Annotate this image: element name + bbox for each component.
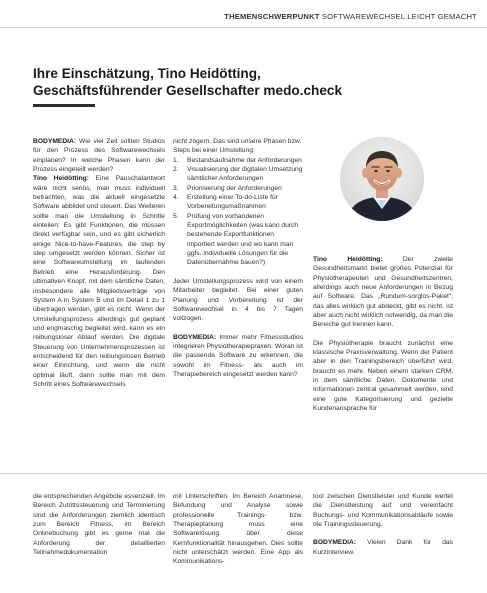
title-line-2: Geschäftsführender Gesellschafter medo.check: [33, 83, 342, 98]
paragraph: mit Unterschriften. Im Bereich Anamnese, Befundung und Analyse sowie professionelle Trainings- bzw. Therapieplanung muss eine Softwarelösung über diese Kernfunktionalität hinausgehen. Dies sollte nicht unterschätzt werden. Eine App als Kommunikations-: [173, 493, 303, 566]
portrait-image: [340, 137, 424, 221]
closing-remark: [313, 538, 453, 557]
bottom-column-1: [33, 492, 165, 557]
question-2: [173, 333, 303, 380]
portrait-photo: [340, 137, 424, 221]
column-divider-rule: [0, 473, 487, 474]
answer-label: Tino Heidötting:: [313, 256, 383, 263]
list-item: [173, 165, 303, 184]
question-1: [33, 137, 165, 174]
step-number: 5.: [173, 212, 179, 220]
list-item: [173, 184, 303, 193]
header-rule: [0, 27, 487, 28]
answer-2: [313, 255, 453, 330]
column-1: [33, 137, 165, 389]
step-number: 2.: [173, 166, 179, 174]
step-number: 3.: [173, 184, 179, 192]
step-text: Erstellung einer To-do-Liste für Vorbereitungsmaßnahmen: [187, 194, 278, 211]
question-text: Immer mehr Fitnessstudios integrieren Physiotherapiepraxen. Woran ist die passende Software zu erkennen, die sowohl im Fitness- als auch im Therapiebereich eingesetzt werden kann?: [173, 333, 303, 378]
section-header: [224, 12, 477, 21]
closing-label: BODYMEDIA:: [313, 539, 357, 547]
list-item: [173, 212, 303, 268]
title-accent-bar: [33, 104, 95, 107]
column-3: [313, 255, 453, 414]
bottom-column-3: [313, 492, 453, 557]
answer-text: Eine Pauschalantwort wäre nicht seriös, man muss individuell betrachten, was die aktuell eingesetzte Software abbildet und steuert. Das Weiteren sollte man die Umstellung in Schritte einteilen: Es gibt Funktionen, die müssen direkt verfügbar sein, und es gibt sicherlich einige Nice-to-have-Features, die step by step umgesetzt werden können. Sicher ist eine Softwareumstellung im laufenden Betrieb eine Herausforderung. Den ultimativen Knopf, mit dem sämtliche Daten, insbesondere alle Mitgliedsverträge von System A in System B und im Detail 1 zu 1 übertragen werden, gibt es nicht. Wenn der Umstellungsprozess allerdings gut geplant und engmaschig begleitet wird, kann es ein reibungsloser Ablauf werden. Die digitale Steuerung von Unternehmensprozessen ist entscheidend für den reibungslosen Betrieb einer Einrichtung, und wenn die nicht optimal läuft, dann sollte man mit dem Schritt eines Softwarewechsels: [33, 175, 166, 388]
steps-list: [173, 156, 303, 268]
bottom-column-2: [173, 492, 303, 567]
steps-conclusion: Jeder Umstellungsprozess wird von einem Mitarbeiter begleitet. Bei einer guten Planung und Vorbereitung ist der Softwarewechsel in 4 bis 7 Tagen vollzogen.: [173, 277, 303, 323]
paragraph: tool zwischen Dienstleister und Kunde wertet die Dienstleistung auf und vereinfacht Buchungs- und Kommunikationsabläufe sowie die Trainingssteuerung.: [313, 493, 453, 529]
answer-1: [33, 174, 165, 389]
step-text: Bestandsaufnahme der Anforderungen: [187, 156, 302, 164]
list-item: [173, 156, 303, 165]
step-number: 4.: [173, 194, 179, 202]
steps-intro: nicht zögern. Das sind unsere Phasen bzw. Steps bei einer Umstellung:: [173, 138, 302, 155]
header-topic-rest: SOFTWAREWECHSEL LEICHT GEMACHT: [319, 12, 477, 21]
answer-label: Tino Heidötting:: [33, 175, 89, 183]
step-text: Visualisierung der digitalen Umsetzung sämtlicher Anforderungen: [187, 166, 303, 183]
step-text: Priorisierung der Anforderungen: [187, 184, 282, 192]
closing-text: Vielen Dank für das Kurzinterview.: [313, 539, 453, 556]
paragraph: Die Physiotherapie braucht zunächst eine klassische Praxisverwaltung. Wenn der Patient aber in den Trainingsbereich überführt wird, braucht es mehr. Neben einem starken CRM, in dem sämtliche Daten, Dokumente und Informationen zentral gesammelt werden, sind eine gute Kategorisierung und gezielte Kundenansprache für: [313, 339, 453, 413]
paragraph: die entsprechenden Angebote essenziell. Im Bereich Zutrittssteuerung und Terminierung sind die Anforderungen ziemlich identisch zum Bereich Fitness, im Bereich Onlinebuchung gibt es gerne mal die Anforderung der detaillierten Teilnahmedokumentation: [33, 493, 165, 557]
article-title: [33, 65, 342, 99]
question-label: BODYMEDIA:: [33, 138, 77, 145]
question-label: BODYMEDIA:: [173, 333, 217, 341]
step-number: 1.: [173, 156, 179, 164]
question-text: Wie viel Zeit sollten Studios für den Prozess des Softwarewechsels einplanen? In welche Phasen kann der Prozess eingeteilt werden?: [33, 138, 165, 174]
answer-text: Der zweite Gesundheitsmarkt bietet großes Potenzial für Physiotherapeuten und Gesundheitszentren, allerdings auch neue Anforderungen in Bezug auf Software. Das „Rundum-sorglos-Paket“, das alles wirklich gut abdeckt, gibt es nicht, ist aber auch nicht wirklich notwendig, da man die Bereiche gut trennen kann.: [313, 256, 453, 329]
step-text: Prüfung von vorhandenen Exportmöglichkeiten (was kann durch bestehende Exportfunktionen importiert werden und wo kann man ggfs. individuelle Lösungen für die Datenübernahme bauen?): [187, 212, 299, 267]
title-line-1: Ihre Einschätzung, Tino Heidötting,: [33, 66, 261, 81]
header-topic-bold: THEMENSCHWERPUNKT: [224, 12, 320, 21]
column-2: [173, 137, 303, 379]
list-item: [173, 193, 303, 212]
